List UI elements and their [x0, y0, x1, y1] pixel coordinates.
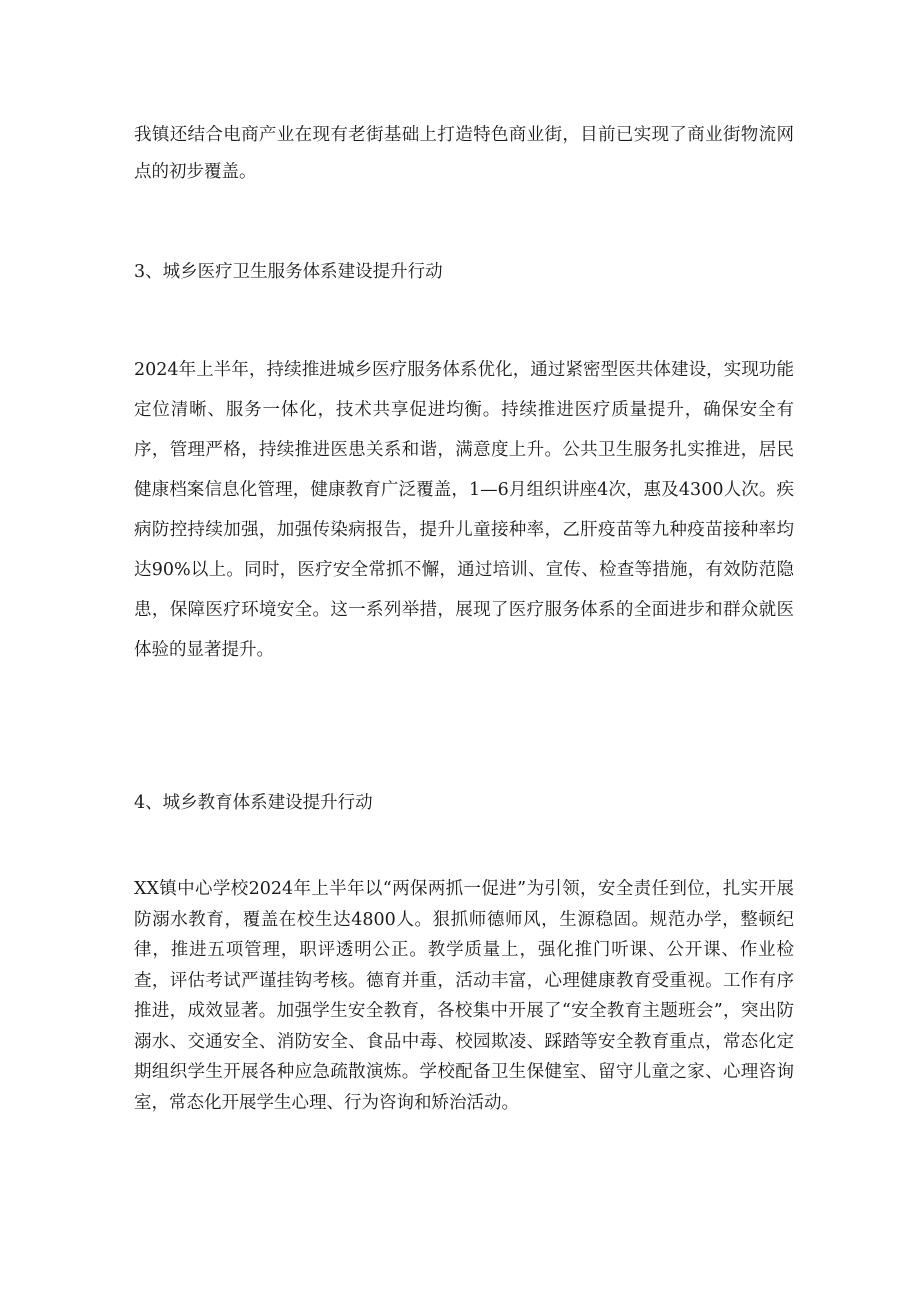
paragraph-commercial-street: 我镇还结合电商产业在现有老街基础上打造特色商业街，目前已实现了商业街物流网点的初步覆盖。: [134, 125, 794, 182]
section-heading-education: 4、城乡教育体系建设提升行动: [134, 793, 373, 813]
section-heading-medical: 3、城乡医疗卫生服务体系建设提升行动: [134, 262, 443, 282]
paragraph-medical-services: 2024年上半年，持续推进城乡医疗服务体系优化，通过紧密型医共体建设，实现功能定位清晰、服务一体化，技术共享促进均衡。持续推进医疗质量提升，确保安全有序，管理严格，持续推进医患关系和谐，满意度上升。公共卫生服务扎实推进，居民健康档案信息化管理，健康教育广泛覆盖，1—6月组织讲座4次，惠及4300人次。疾病防控持续加强，加强传染病报告，提升儿童接种率，乙肝疫苗等九种疫苗接种率均达90%以上。同时，医疗安全常抓不懈，通过培训、宣传、检查等措施，有效防范隐患，保障医疗环境安全。这一系列举措，展现了医疗服务体系的全面进步和群众就医体验的显著提升。: [134, 360, 794, 660]
paragraph-education-system: XX镇中心学校2024年上半年以“两保两抓一促进”为引领，安全责任到位，扎实开展防溺水教育，覆盖在校生达4800人。狠抓师德师风，生源稳固。规范办学，整顿纪律，推进五项管理，职评透明公正。教学质量上，强化推门听课、公开课、作业检查，评估考试严谨挂钩考核。德育并重，活动丰富，心理健康教育受重视。工作有序推进，成效显著。加强学生安全教育，各校集中开展了“安全教育主题班会”，突出防溺水、交通安全、消防安全、食品中毒、校园欺凌、踩踏等安全教育重点，常态化定期组织学生开展各种应急疏散演炼。学校配备卫生保健室、留守儿童之家、心理咨询室，常态化开展学生心理、行为咨询和矫治活动。: [134, 879, 794, 1113]
